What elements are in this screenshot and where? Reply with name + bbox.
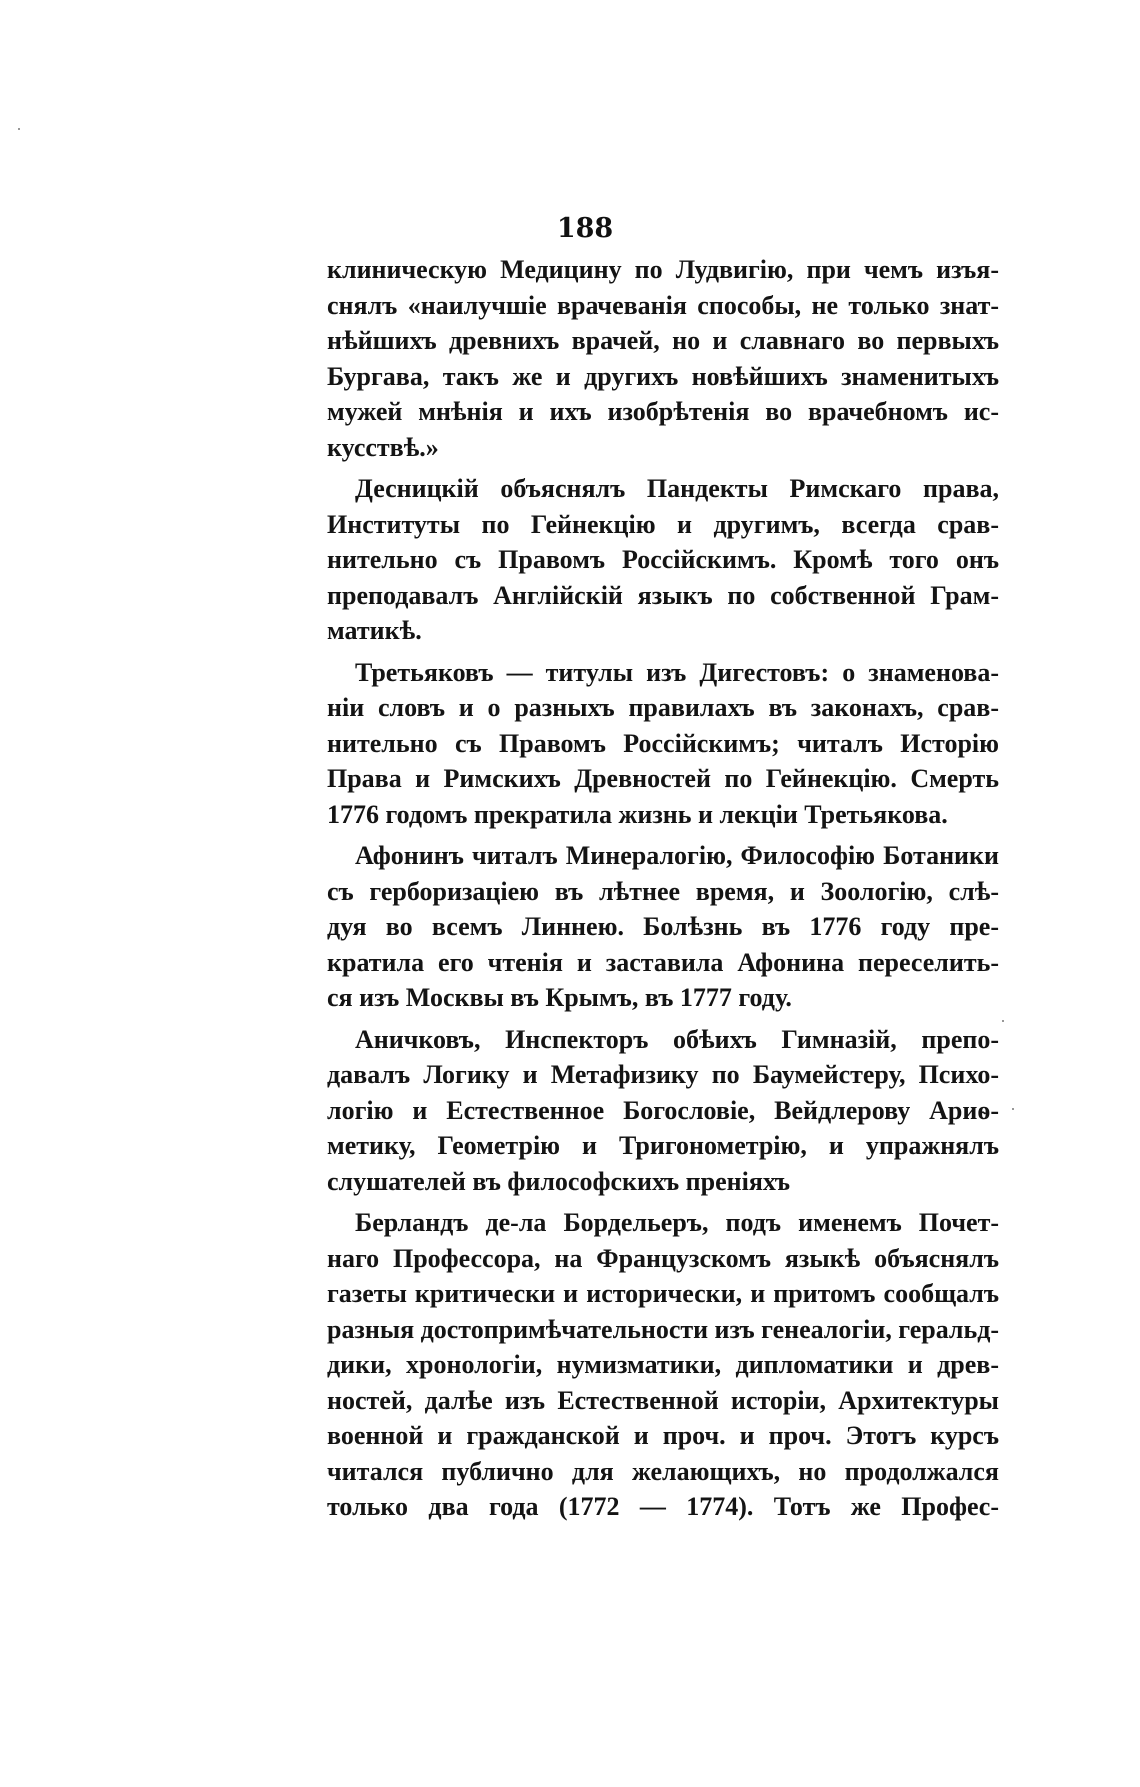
- text-line: нительно съ Правомъ Россійскимъ. Кромѣ того онъ: [327, 545, 999, 574]
- text-line: 1776 годомъ прекратила жизнь и лекціи Третьякова.: [327, 799, 948, 829]
- scan-speck: [1002, 1020, 1004, 1022]
- text-line: нѣйшихъ древнихъ врачей, но и славнаго во первыхъ: [327, 326, 999, 355]
- text-line: Третьяковъ — титулы изъ Дигестовъ: о знаменова-: [355, 657, 999, 687]
- text-line: дики, хронологіи, нумизматики, дипломатики и древ-: [327, 1350, 999, 1379]
- text-line: газеты критически и исторически, и притомъ сообщалъ: [327, 1279, 999, 1308]
- text-line: разныя достопримѣчательности изъ генеалогіи, геральд-: [327, 1314, 999, 1344]
- text-line: дуя во всемъ Линнею. Болѣзнь въ 1776 году пре-: [327, 912, 999, 941]
- text-line: преподавалъ Англійскій языкъ по собственной Грам-: [327, 580, 999, 610]
- page-number: 188: [556, 213, 614, 244]
- text-line: Бургава, такъ же и другихъ новѣйшихъ знаменитыхъ: [327, 361, 999, 391]
- text-line: Десницкій объяснялъ Пандекты Римскаго права,: [355, 474, 999, 503]
- paragraph-afonin: [327, 838, 999, 1016]
- paragraph-berland: [327, 1205, 999, 1525]
- text-line: ся изъ Москвы въ Крымъ, въ 1777 году.: [327, 983, 792, 1012]
- text-line: только два года (1772 — 1774). Тотъ же Профес-: [327, 1492, 999, 1521]
- text-line: Аничковъ, Инспекторъ обѣихъ Гимназій, препо-: [355, 1024, 999, 1054]
- text-line: военной и гражданской и проч. и проч. Этотъ курсъ: [327, 1421, 999, 1450]
- text-line: снялъ «наилучшіе врачеванія способы, не только знат-: [327, 290, 999, 320]
- text-line: давалъ Логику и Метафизику по Баумейстеру, Психо-: [327, 1060, 999, 1089]
- body-text: [327, 252, 999, 1525]
- text-line: мужей мнѣнія и ихъ изобрѣтенія во врачебномъ ис-: [327, 397, 999, 426]
- scan-speck: [18, 128, 20, 130]
- text-line: читался публично для желающихъ, но продолжался: [327, 1456, 999, 1486]
- text-line: матикѣ.: [327, 616, 422, 645]
- paragraph-desnitsky: [327, 471, 999, 649]
- text-line: кратила его чтенія и заставила Афонина переселить-: [327, 947, 999, 977]
- text-line: слушателей въ философскихъ преніяхъ: [327, 1166, 791, 1196]
- text-line: клиническую Медицину по Лудвигію, при чемъ изъя-: [327, 255, 999, 284]
- scan-speck: [1012, 1108, 1014, 1110]
- text-line: Права и Римскихъ Древностей по Гейнекцію. Смерть: [327, 764, 999, 793]
- text-line: наго Профессора, на Французскомъ языкѣ объяснялъ: [327, 1243, 999, 1273]
- text-line: логію и Естественное Богословіе, Вейдлерову Ариѳ-: [327, 1095, 999, 1125]
- text-line: Афонинъ читалъ Минералогію, Философію Ботаники: [355, 841, 999, 870]
- paragraph-ludwig-medicine: [327, 252, 999, 465]
- text-line: Берландъ де-ла Бордельеръ, подъ именемъ Почет-: [355, 1208, 999, 1237]
- paragraph-anichkov: [327, 1022, 999, 1200]
- paragraph-tretyakov: [327, 655, 999, 833]
- text-line: ностей, далѣе изъ Естественной исторіи, Архитектуры: [327, 1385, 999, 1415]
- text-line: съ герборизаціею въ лѣтнее время, и Зоологію, слѣ-: [327, 876, 999, 906]
- text-line: ніи словъ и о разныхъ правилахъ въ законахъ, срав-: [327, 693, 999, 722]
- text-line: нительно съ Правомъ Россійскимъ; читалъ Исторію: [327, 728, 999, 758]
- text-line: метику, Геометрію и Тригонометрію, и упражнялъ: [327, 1131, 999, 1160]
- text-line: Институты по Гейнекцію и другимъ, всегда срав-: [327, 509, 999, 539]
- text-line: кусствѣ.»: [327, 432, 439, 462]
